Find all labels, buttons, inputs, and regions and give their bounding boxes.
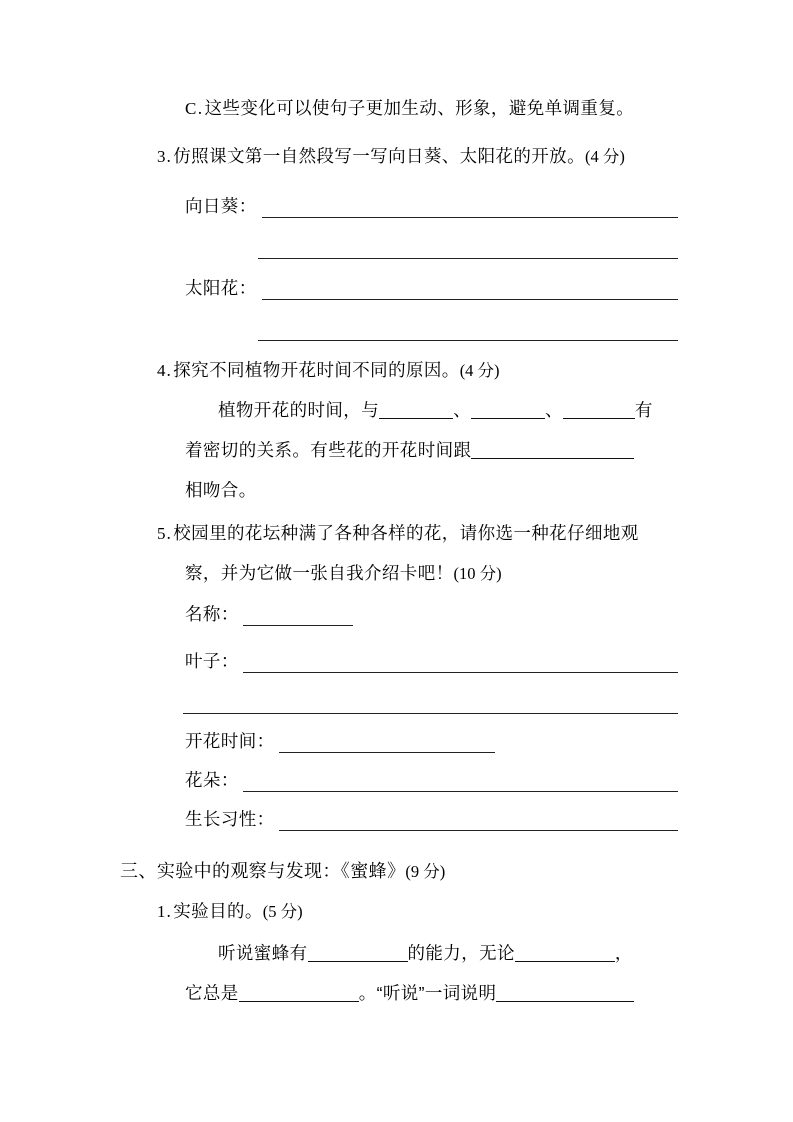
- portulaca-colon: ：: [238, 278, 257, 298]
- section-3-question-1-number: 1: [157, 902, 166, 921]
- question-4-number: 4: [157, 361, 166, 380]
- q4-line3-text: 相吻合。: [185, 480, 257, 500]
- option-c-row: [185, 100, 634, 118]
- answer-line-sunflower-2[interactable]: [258, 258, 678, 259]
- question-3-score: (4 分): [584, 147, 625, 166]
- s3q1-line2-before: 它总是: [185, 983, 239, 1003]
- question-4-body-line-3: [185, 482, 257, 500]
- question-5-stem-line-1: [157, 525, 639, 543]
- s3q1-blank-4[interactable]: [496, 987, 634, 1002]
- card-field-bloom-time-label: [185, 733, 274, 751]
- q4-line1-before: 植物开花的时间，与: [218, 400, 380, 420]
- section-3-number: 三、: [120, 861, 157, 881]
- question-3-number: 3: [157, 147, 166, 166]
- section-3-q1-body-line-2: [185, 985, 634, 1003]
- question-3-separator: .: [166, 146, 172, 166]
- answer-line-leaf-1[interactable]: [243, 672, 678, 673]
- question-3-text: 仿照课文第一自然段写一写向日葵、太阳花的开放。: [173, 146, 585, 166]
- growth-habit-colon: ：: [256, 809, 275, 829]
- question-4-stem: [157, 362, 500, 380]
- option-c-text: 这些变化可以使句子更加生动、形象，避免单调重复。: [204, 98, 635, 118]
- q4-blank-2[interactable]: [471, 404, 545, 419]
- answer-line-name[interactable]: [243, 625, 353, 626]
- option-c-letter: C: [185, 99, 197, 118]
- card-field-leaf-label: [185, 653, 238, 671]
- question-5-separator: .: [166, 523, 172, 543]
- question-3-stem: [157, 148, 625, 166]
- section-3-question-1-separator: .: [166, 901, 172, 921]
- section-3-q1-body-line-1: [218, 945, 633, 963]
- s3q1-line2-middle: 。“听说”一词说明: [358, 983, 497, 1003]
- bloom-time-colon: ：: [256, 731, 275, 751]
- question-4-separator: .: [166, 360, 172, 380]
- card-field-name-label: [185, 606, 238, 624]
- question-4-body-line-1: [218, 402, 653, 420]
- q4-line2-before: 着密切的关系。有些花的开花时间跟: [185, 440, 472, 460]
- question-5-text-line-1: 校园里的花坛种满了各种各样的花，请你选一种花仔细地观: [173, 523, 639, 543]
- q4-line1-sep-2: 、: [545, 400, 563, 420]
- s3q1-blank-3[interactable]: [239, 987, 359, 1002]
- card-field-growth-habit-label: [185, 811, 274, 829]
- question-5-number: 5: [157, 524, 166, 543]
- q4-line1-sep-1: 、: [453, 400, 472, 420]
- question-5-stem-line-2: [185, 565, 502, 583]
- flower-colon: ：: [220, 770, 239, 790]
- leaf-label: 叶子: [185, 651, 221, 671]
- question-3-field-sunflower-label: [185, 198, 256, 216]
- section-3-question-1-score: (5 分): [262, 902, 303, 921]
- answer-line-flower[interactable]: [243, 791, 678, 792]
- section-3-heading: [120, 862, 445, 881]
- q4-line1-after: 有: [634, 400, 653, 420]
- portulaca-label: 太阳花: [185, 278, 239, 298]
- q4-blank-1[interactable]: [379, 404, 453, 419]
- answer-line-growth-habit[interactable]: [279, 830, 678, 831]
- question-3-field-portulaca-label: [185, 280, 256, 298]
- s3q1-line1-before: 听说蜜蜂有: [218, 943, 308, 963]
- leaf-colon: ：: [220, 651, 239, 671]
- s3q1-line1-middle: 的能力，无论: [407, 943, 515, 963]
- answer-line-leaf-2[interactable]: [183, 713, 678, 714]
- s3q1-line1-after: ，: [614, 943, 633, 963]
- section-3-score: (9 分): [405, 862, 446, 881]
- answer-line-portulaca-1[interactable]: [262, 299, 678, 300]
- question-5-text-line-2: 察，并为它做一张自我介绍卡吧！: [185, 563, 454, 583]
- card-field-flower-label: [185, 772, 238, 790]
- name-label: 名称: [185, 604, 221, 624]
- question-4-score: (4 分): [459, 361, 500, 380]
- s3q1-blank-2[interactable]: [515, 947, 615, 962]
- sunflower-label: 向日葵: [185, 196, 239, 216]
- option-c-separator: .: [197, 98, 203, 118]
- answer-line-bloom-time[interactable]: [279, 752, 495, 753]
- answer-line-sunflower-1[interactable]: [262, 217, 678, 218]
- answer-line-portulaca-2[interactable]: [258, 340, 678, 341]
- name-colon: ：: [220, 604, 239, 624]
- section-3-title: 实验中的观察与发现：《蜜蜂》: [156, 861, 406, 881]
- question-5-score: (10 分): [453, 564, 502, 583]
- sunflower-colon: ：: [238, 196, 257, 216]
- bloom-time-label: 开花时间: [185, 731, 257, 751]
- s3q1-blank-1[interactable]: [308, 947, 408, 962]
- q4-blank-4[interactable]: [471, 444, 634, 459]
- q4-blank-3[interactable]: [563, 404, 635, 419]
- growth-habit-label: 生长习性: [185, 809, 257, 829]
- question-4-text: 探究不同植物开花时间不同的原因。: [173, 360, 460, 380]
- question-4-body-line-2: [185, 442, 634, 460]
- flower-label: 花朵: [185, 770, 221, 790]
- section-3-question-1-text: 实验目的。: [173, 901, 263, 921]
- section-3-question-1-stem: [157, 903, 303, 921]
